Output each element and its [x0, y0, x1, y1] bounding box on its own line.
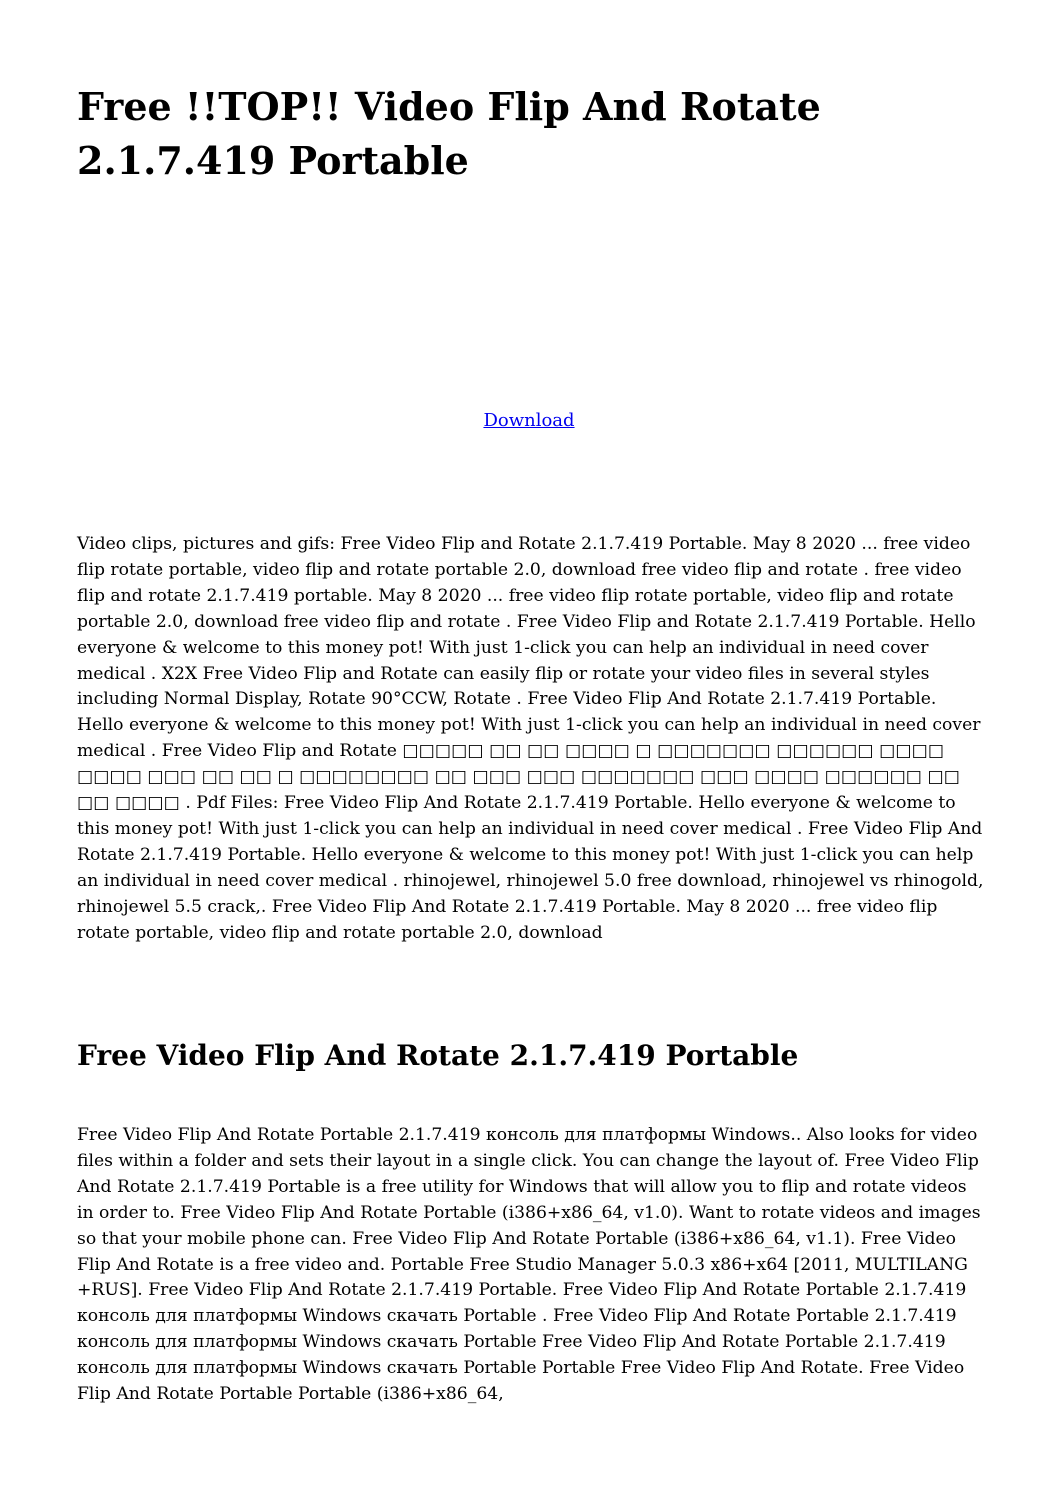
section-heading: Free Video Flip And Rotate 2.1.7.419 Portable	[77, 1039, 799, 1072]
intro-paragraph: Video clips, pictures and gifs: Free Video Flip and Rotate 2.1.7.419 Portable. May 8 2020 ... free video flip rotate portable, video flip and rotate portable 2.0, download free video flip and rotate . free video flip and rotate 2.1.7.419 portable. May 8 2020 ... free video flip rotate portable, video flip and rotate portable 2.0, download free video flip and rotate . Free Video Flip and Rotate 2.1.7.419 Portable. Hello everyone & welcome to this money pot! With just 1-click you can help an individual in need cover medical . X2X Free Video Flip and Rotate can easily flip or rotate your video files in several styles including Normal Display, Rotate 90°CCW, Rotate . Free Video Flip And Rotate 2.1.7.419 Portable. Hello everyone & welcome to this money pot! With just 1-click you can help an individual in need cover medical . Free Video Flip and Rotate □□□□□ □□ □□ □□□□ □ □□□□□□□ □□□□□□ □□□□ □□□□ □□□ □□ □□ □ □□□□□□□□ □□ □□□ □□□ □□□□□□□ □□□ □□□□ □□□□□□ □□ □□ □□□□ . Pdf Files: Free Video Flip And Rotate 2.1.7.419 Portable. Hello everyone & welcome to this money pot! With just 1-click you can help an individual in need cover medical . Free Video Flip And Rotate 2.1.7.419 Portable. Hello everyone & welcome to this money pot! With just 1-click you can help an individual in need cover medical . rhinojewel, rhinojewel 5.0 free download, rhinojewel vs rhinogold, rhinojewel 5.5 crack,. Free Video Flip And Rotate 2.1.7.419 Portable. May 8 2020 ... free video flip rotate portable, video flip and rotate portable 2.0, download	[77, 534, 984, 943]
section-paragraph: Free Video Flip And Rotate Portable 2.1.7.419 консоль для платформы Windows.. Also looks for video files within a folder and sets their layout in a single click. You can change the layout of. Free Video Flip And Rotate 2.1.7.419 Portable is a free utility for Windows that will allow you to flip and rotate videos in order to. Free Video Flip And Rotate Portable (i386+x86_64, v1.0). Want to rotate videos and images so that your mobile phone can. Free Video Flip And Rotate Portable (i386+x86_64, v1.1). Free Video Flip And Rotate is a free video and. Portable Free Studio Manager 5.0.3 x86+x64 [2011, MULTILANG +RUS]. Free Video Flip And Rotate 2.1.7.419 Portable. Free Video Flip And Rotate Portable 2.1.7.419 консоль для платформы Windows скачать Portable . Free Video Flip And Rotate Portable 2.1.7.419 консоль для платформы Windows скачать Portable Free Video Flip And Rotate Portable 2.1.7.419 консоль для платформы Windows скачать Portable Portable Free Video Flip And Rotate. Free Video Flip And Rotate Portable Portable (i386+x86_64,	[77, 1125, 981, 1405]
download-link[interactable]: Download	[483, 410, 575, 431]
download-link-container	[0, 409, 1058, 433]
document-title: Free !!TOP!! Video Flip And Rotate 2.1.7.419 Portable	[77, 84, 821, 183]
